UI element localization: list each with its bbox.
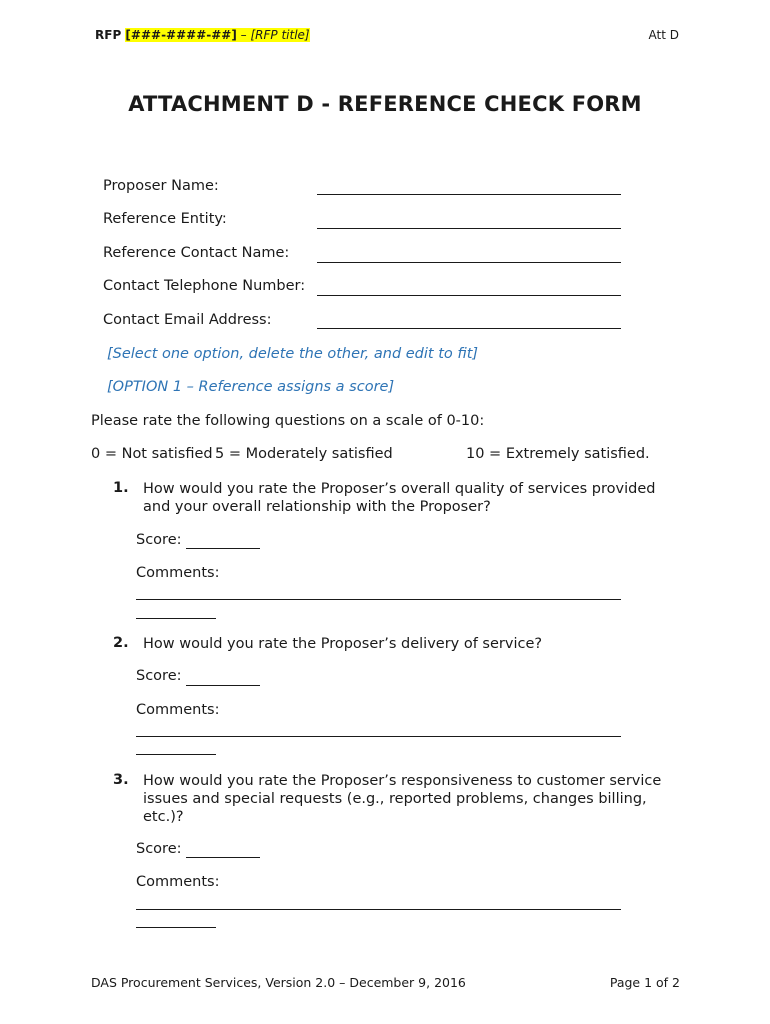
reference-contact-name-field[interactable] <box>317 262 621 263</box>
question-1-text: How would you rate the Proposer’s overall quality of services provided and your overall relationship with the Proposer? <box>143 481 656 515</box>
question-1-score-label: Score: <box>136 532 182 548</box>
attachment-label: Att D <box>648 28 679 42</box>
question-1-comments-label: Comments: <box>136 565 220 581</box>
contact-email-field[interactable] <box>317 328 621 329</box>
question-3-comments-field[interactable] <box>136 909 621 910</box>
question-3-number: 3. <box>113 772 129 788</box>
scale-not-satisfied: 0 = Not satisfied <box>91 446 213 462</box>
question-2-score-field[interactable] <box>186 685 260 686</box>
select-option-instruction: [Select one option, delete the other, and edit to fit] <box>107 346 479 362</box>
reference-entity-field[interactable] <box>317 228 621 229</box>
question-3-score-label: Score: <box>136 841 182 857</box>
question-1-comments-field[interactable] <box>136 599 621 600</box>
scale-moderately-satisfied: 5 = Moderately satisfied <box>215 446 393 462</box>
rfp-title: [RFP title] <box>250 28 310 42</box>
question-2-score-label: Score: <box>136 668 182 684</box>
rfp-number: [###-####-##] <box>125 28 237 42</box>
proposer-name-field[interactable] <box>317 194 621 195</box>
contact-email-label: Contact Email Address: <box>103 312 272 328</box>
question-2-comments-field-cont[interactable] <box>136 754 216 755</box>
question-1-number: 1. <box>113 480 129 496</box>
rfp-prefix: RFP <box>95 28 126 42</box>
rfp-dash: – <box>236 28 251 42</box>
proposer-name-label: Proposer Name: <box>103 178 219 194</box>
question-3-comments-field-cont[interactable] <box>136 927 216 928</box>
question-2-number: 2. <box>113 635 129 651</box>
scale-extremely-satisfied: 10 = Extremely satisfied. <box>466 446 650 462</box>
question-2-comments-label: Comments: <box>136 702 220 718</box>
rating-intro: Please rate the following questions on a scale of 0-10: <box>91 413 485 429</box>
question-1-comments-field-cont[interactable] <box>136 618 216 619</box>
page-title: ATTACHMENT D - REFERENCE CHECK FORM <box>128 92 642 116</box>
question-3-score-field[interactable] <box>186 857 260 858</box>
reference-contact-name-label: Reference Contact Name: <box>103 245 290 261</box>
contact-telephone-field[interactable] <box>317 295 621 296</box>
question-2-comments-field[interactable] <box>136 736 621 737</box>
question-3-text: How would you rate the Proposer’s responsiveness to customer service issues and special requests (e.g., reported problems, changes billing, etc.)? <box>143 773 662 825</box>
option-1-instruction: [OPTION 1 – Reference assigns a score] <box>107 379 395 395</box>
question-1-score-field[interactable] <box>186 548 260 549</box>
question-3-comments-label: Comments: <box>136 874 220 890</box>
question-2-text: How would you rate the Proposer’s delivery of service? <box>143 636 543 652</box>
contact-telephone-label: Contact Telephone Number: <box>103 278 306 294</box>
rfp-header <box>95 28 310 42</box>
reference-entity-label: Reference Entity: <box>103 211 227 227</box>
footer-page-number: Page 1 of 2 <box>609 975 680 990</box>
footer-version: DAS Procurement Services, Version 2.0 – December 9, 2016 <box>91 975 466 990</box>
